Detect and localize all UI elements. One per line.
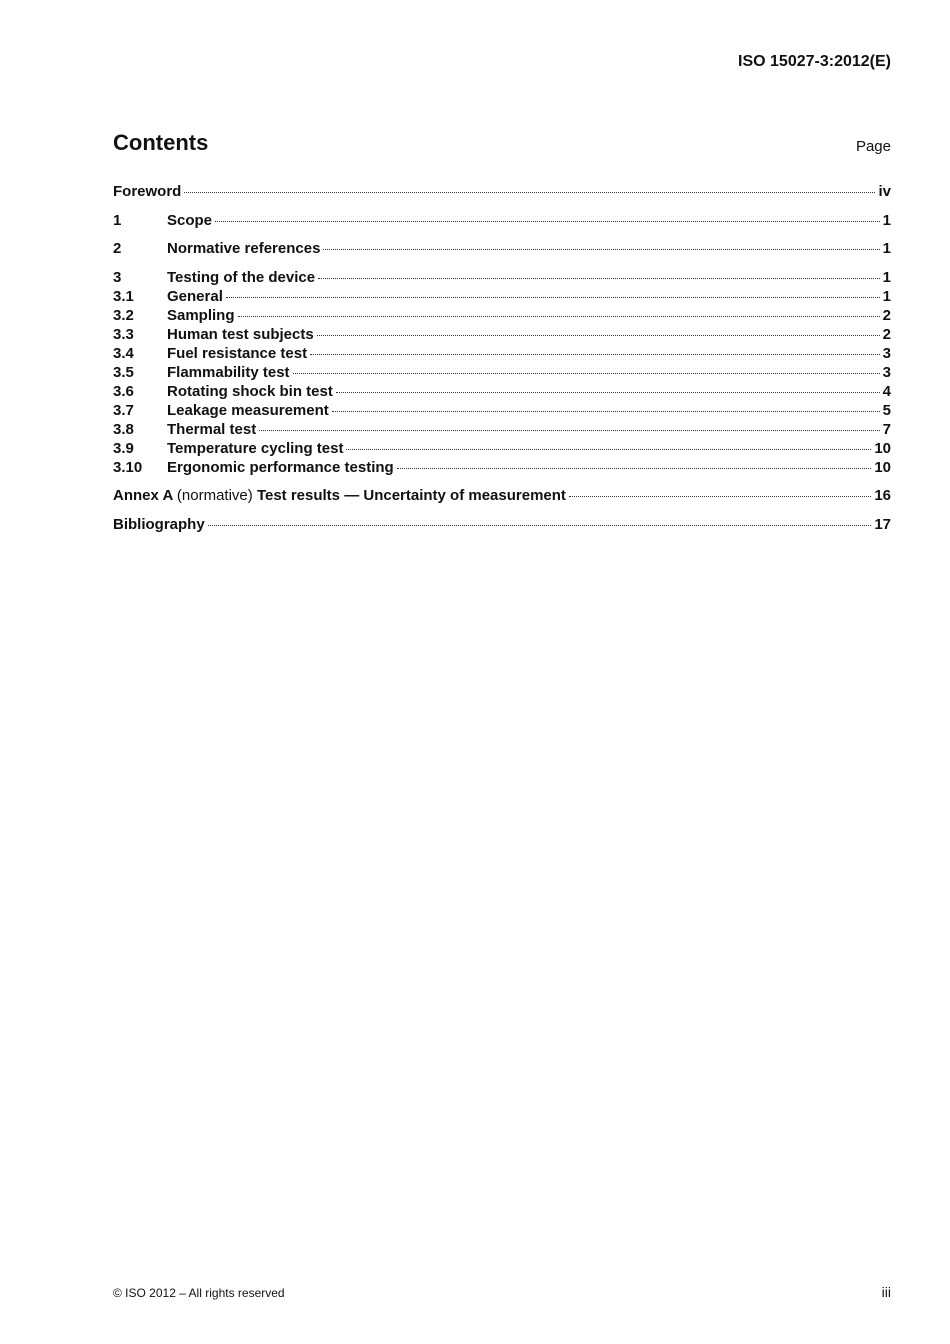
- dot-leader: [226, 296, 880, 298]
- toc-entry-label: Ergonomic performance testing: [167, 458, 394, 476]
- toc-entry-page: 2: [882, 306, 891, 324]
- toc-entry-human-test-subjects[interactable]: [113, 325, 891, 344]
- toc-entry-label: Bibliography: [113, 515, 205, 533]
- toc-entry-general[interactable]: [113, 287, 891, 306]
- toc-entry-page: 10: [874, 458, 891, 476]
- dot-leader: [317, 334, 880, 336]
- toc-entry-label: General: [167, 287, 223, 305]
- toc-entry-number: 3.1: [113, 287, 134, 305]
- dot-leader: [310, 353, 880, 355]
- toc-entry-number: 3.3: [113, 325, 134, 343]
- toc-entry-number: 1: [113, 211, 122, 229]
- toc-entry-label: Leakage measurement: [167, 401, 329, 419]
- toc-entry-annex-a[interactable]: [113, 486, 891, 505]
- toc-entry-flammability-test[interactable]: [113, 363, 891, 382]
- toc-entry-label: Fuel resistance test: [167, 344, 308, 362]
- toc-entry-number: 3: [113, 268, 122, 286]
- dot-leader: [323, 248, 879, 250]
- toc-entry-number: 3.9: [113, 439, 134, 457]
- dot-leader: [208, 524, 872, 526]
- toc-entry-label: [113, 486, 566, 505]
- toc-entry-page: 3: [882, 344, 891, 362]
- toc-entry-normative-references[interactable]: [113, 239, 891, 258]
- toc-entry-page: 7: [882, 420, 891, 438]
- page-number: iii: [881, 1284, 891, 1300]
- toc-entry-ergonomic-performance-testing[interactable]: [113, 458, 891, 477]
- document-id: ISO 15027-3:2012(E): [738, 53, 891, 70]
- toc-entry-page: 5: [882, 401, 891, 419]
- toc-entry-page: 1: [882, 268, 891, 286]
- toc-entry-page: iv: [878, 183, 891, 200]
- dot-leader: [332, 410, 880, 412]
- toc-entry-page: 1: [882, 287, 891, 305]
- table-of-contents: [113, 182, 891, 534]
- toc-entry-rotating-shock-bin-test[interactable]: [113, 382, 891, 401]
- toc-entry-temperature-cycling-test[interactable]: [113, 439, 891, 458]
- toc-entry-page: 1: [882, 211, 891, 229]
- toc-entry-number: 2: [113, 240, 122, 257]
- dot-leader: [215, 220, 880, 222]
- annex-type: (normative): [176, 487, 253, 504]
- dot-leader: [569, 495, 871, 497]
- toc-entry-label: Foreword: [113, 183, 182, 200]
- page-column-label: Page: [855, 138, 891, 155]
- toc-entry-label: Rotating shock bin test: [167, 382, 333, 400]
- dot-leader: [238, 315, 880, 317]
- page-title: Contents: [113, 130, 209, 155]
- toc-entry-leakage-measurement[interactable]: [113, 401, 891, 420]
- toc-entry-page: 10: [874, 439, 891, 457]
- toc-entry-page: 4: [882, 382, 891, 400]
- toc-entry-label: Thermal test: [167, 420, 257, 438]
- annex-title: Test results — Uncertainty of measurement: [256, 487, 566, 504]
- toc-entry-label: Sampling: [167, 306, 235, 324]
- toc-entry-number: 3.8: [113, 420, 134, 438]
- toc-entry-label: Temperature cycling test: [167, 439, 344, 457]
- toc-entry-fuel-resistance-test[interactable]: [113, 344, 891, 363]
- dot-leader: [184, 191, 875, 193]
- toc-entry-label: Flammability test: [167, 363, 290, 381]
- dot-leader: [293, 372, 880, 374]
- dot-leader: [397, 467, 872, 469]
- toc-entry-testing-of-the-device[interactable]: [113, 268, 891, 287]
- toc-entry-page: 2: [882, 325, 891, 343]
- annex-prefix: Annex A: [113, 487, 173, 504]
- toc-entry-number: 3.2: [113, 306, 134, 324]
- toc-entry-number: 3.10: [113, 458, 143, 476]
- toc-entry-label: Testing of the device: [167, 268, 316, 286]
- toc-entry-foreword[interactable]: [113, 182, 891, 201]
- toc-entry-page: 3: [882, 363, 891, 381]
- toc-entry-page: 16: [874, 487, 891, 504]
- toc-entry-label: Scope: [167, 211, 213, 229]
- dot-leader: [346, 448, 871, 450]
- toc-header: [113, 130, 891, 160]
- toc-entry-thermal-test[interactable]: [113, 420, 891, 439]
- toc-entry-number: 3.7: [113, 401, 134, 419]
- toc-entry-scope[interactable]: [113, 211, 891, 230]
- toc-entry-sampling[interactable]: [113, 306, 891, 325]
- dot-leader: [259, 429, 879, 431]
- toc-entry-label: Normative references: [167, 240, 321, 257]
- copyright-notice: © ISO 2012 – All rights reserved: [113, 1286, 285, 1300]
- toc-entry-label: Human test subjects: [167, 325, 314, 343]
- dot-leader: [336, 391, 880, 393]
- toc-entry-bibliography[interactable]: [113, 515, 891, 534]
- toc-entry-number: 3.5: [113, 363, 134, 381]
- dot-leader: [318, 277, 880, 279]
- toc-entry-number: 3.4: [113, 344, 134, 362]
- toc-entry-number: 3.6: [113, 382, 134, 400]
- toc-entry-page: 1: [882, 240, 891, 257]
- toc-entry-page: 17: [874, 515, 891, 533]
